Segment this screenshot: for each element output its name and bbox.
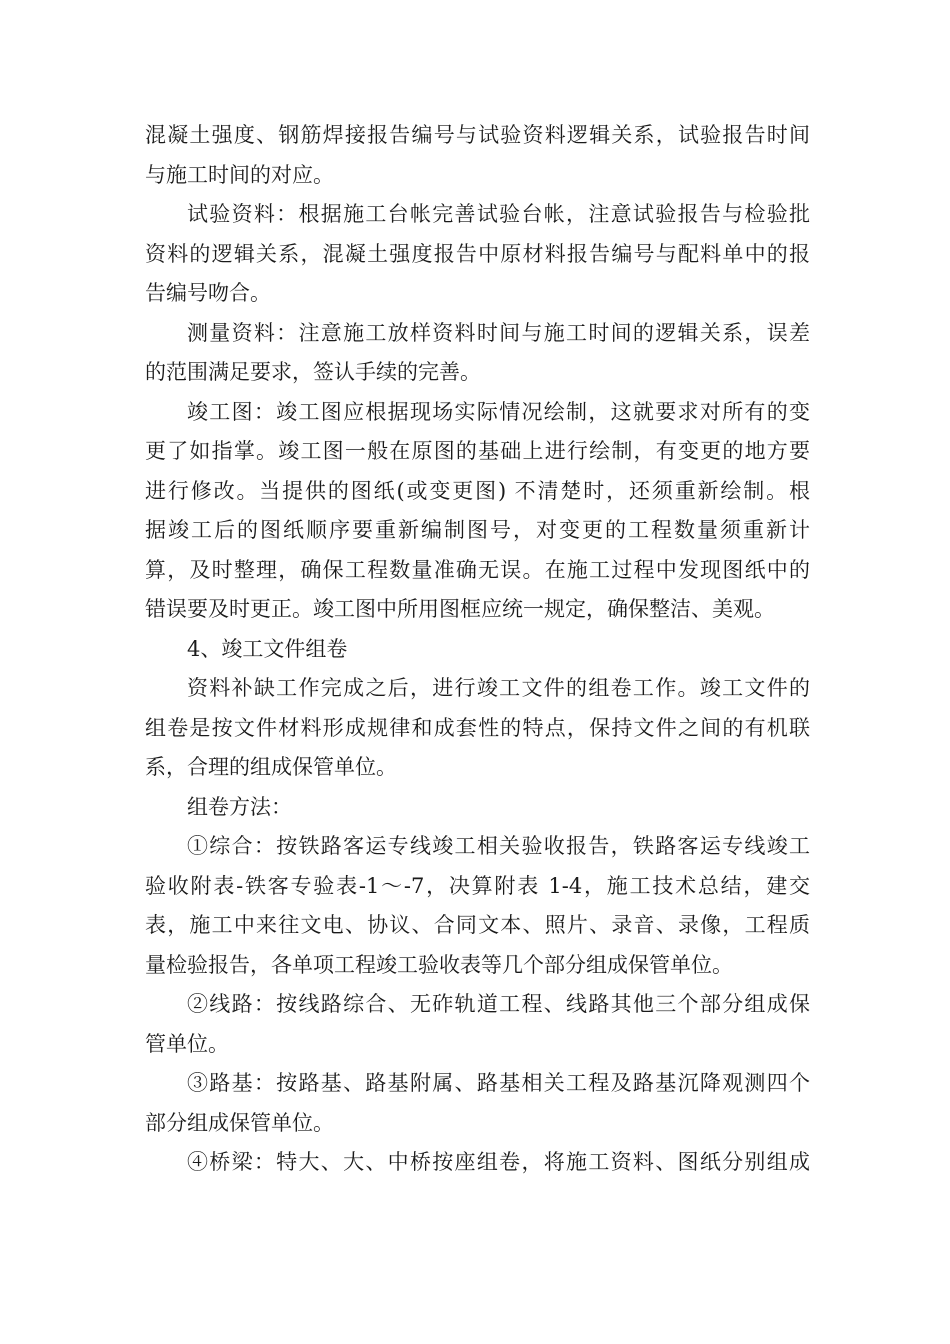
paragraph xyxy=(145,985,810,1064)
text-line: ②线路：按线路综合、无砟轨道工程、线路其他三个部分组成保 xyxy=(187,992,810,1016)
text-line: 量检验报告，各单项工程竣工验收表等几个部分组成保管单位。 xyxy=(145,952,733,977)
text-line: 表，施工中来往文电、协议、合同文本、照片、录音、录像，工程质 xyxy=(145,913,810,937)
paragraph xyxy=(145,314,810,393)
text-line: 资料的逻辑关系，混凝土强度报告中原材料报告编号与配料单中的报 xyxy=(145,241,810,266)
text-line: 资料补缺工作完成之后，进行竣工文件的组卷工作。竣工文件的 xyxy=(187,676,810,700)
paragraph xyxy=(145,1064,810,1143)
text-line: 竣工图：竣工图应根据现场实际情况绘制，这就要求对所有的变 xyxy=(187,399,810,424)
text-line: 的范围满足要求，签认手续的完善。 xyxy=(145,360,481,384)
text-line: 管单位。 xyxy=(145,1031,229,1056)
text-line: 试验资料：根据施工台帐完善试验台帐，注意试验报告与检验批 xyxy=(187,202,810,226)
paragraph xyxy=(145,669,810,788)
text-line: ④桥梁：特大、大、中桥按座组卷，将施工资料、图纸分别组成 xyxy=(187,1150,810,1174)
text-line: 混凝土强度、钢筋焊接报告编号与试验资料逻辑关系，试验报告时间 xyxy=(145,123,810,147)
paragraph xyxy=(145,116,810,195)
text-line: 进行修改。当提供的图纸(或变更图) 不清楚时，还须重新绘制。根 xyxy=(145,478,810,503)
document-body xyxy=(145,116,810,1183)
text-line: ③路基：按路基、路基附属、路基相关工程及路基沉降观测四个 xyxy=(187,1071,810,1095)
text-line: 与施工时间的对应。 xyxy=(145,162,334,187)
text-line: 组卷方法： xyxy=(187,794,292,819)
paragraph xyxy=(145,1143,810,1183)
text-line: 验收附表-铁客专验表-1～-7，决算附表 1-4，施工技术总结，建交 xyxy=(145,873,810,898)
paragraph xyxy=(145,393,810,630)
text-line: 组卷是按文件材料形成规律和成套性的特点，保持文件之间的有机联 xyxy=(145,715,810,740)
text-line: 系，合理的组成保管单位。 xyxy=(145,755,397,779)
paragraph xyxy=(145,195,810,314)
text-line: 告编号吻合。 xyxy=(145,281,271,305)
paragraph xyxy=(145,788,810,828)
paragraph xyxy=(145,630,810,670)
text-line: ①综合：按铁路客运专线竣工相关验收报告，铁路客运专线竣工 xyxy=(187,834,810,858)
text-line: 更了如指掌。竣工图一般在原图的基础上进行绘制，有变更的地方要 xyxy=(145,439,810,463)
text-line: 据竣工后的图纸顺序要重新编制图号，对变更的工程数量须重新计 xyxy=(145,518,810,542)
text-line: 4、竣工文件组卷 xyxy=(187,636,348,661)
text-line: 部分组成保管单位。 xyxy=(145,1110,334,1135)
paragraph xyxy=(145,827,810,985)
text-line: 错误要及时更正。竣工图中所用图框应统一规定，确保整洁、美观。 xyxy=(145,597,775,621)
text-line: 算，及时整理，确保工程数量准确无误。在施工过程中发现图纸中的 xyxy=(145,557,810,582)
text-line: 测量资料：注意施工放样资料时间与施工时间的逻辑关系，误差 xyxy=(187,320,810,345)
